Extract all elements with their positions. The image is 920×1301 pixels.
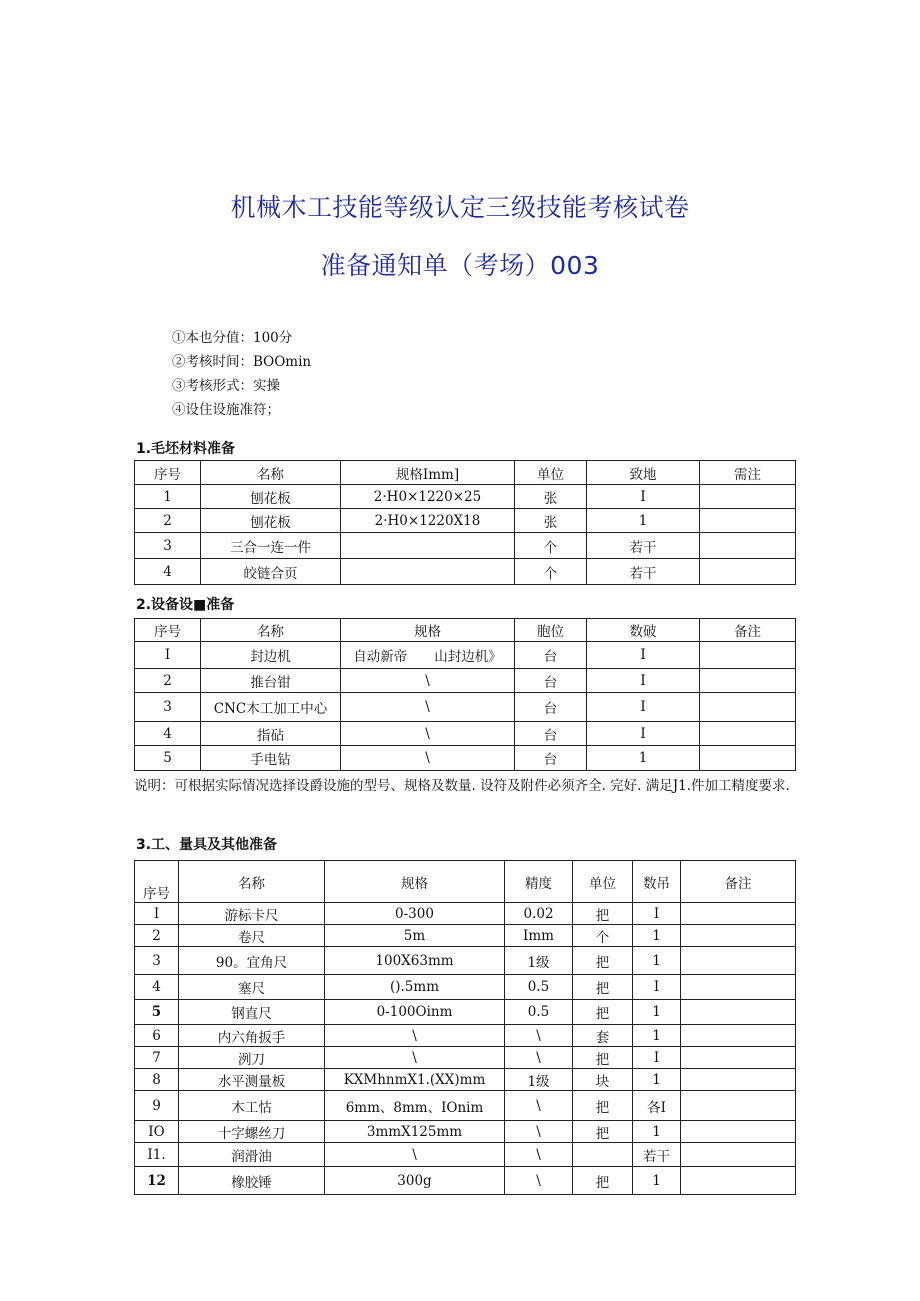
table-cell	[681, 1121, 796, 1143]
table-cell: 0-100Oinm	[325, 1000, 505, 1025]
table-cell: 2	[135, 509, 201, 533]
header-cell: 序号	[135, 619, 201, 642]
header-cell: 序号	[135, 461, 201, 485]
table-cell: 润滑油	[179, 1143, 325, 1167]
table-cell: 9	[135, 1091, 179, 1121]
table-cell: 十字螺丝刀	[179, 1121, 325, 1143]
table-row	[135, 975, 796, 1000]
table-cell: 游标卡尺	[179, 903, 325, 925]
table-cell	[700, 669, 796, 693]
table-cell: 推台钳	[201, 669, 341, 693]
table-row	[135, 669, 796, 693]
equipment-table	[134, 618, 796, 771]
table-cell: 水平测量板	[179, 1069, 325, 1091]
table-cell	[681, 903, 796, 925]
table-cell: 7	[135, 1047, 179, 1069]
table-cell: \	[505, 1167, 573, 1195]
table-cell: \	[505, 1091, 573, 1121]
table-cell: \	[325, 1143, 505, 1167]
table-cell: Imm	[505, 925, 573, 947]
table-row	[135, 903, 796, 925]
table-cell	[700, 693, 796, 722]
table-cell: 个	[515, 559, 587, 585]
table-cell: 1	[633, 925, 681, 947]
table-cell: 内六角扳手	[179, 1025, 325, 1047]
table-cell: I	[587, 693, 700, 722]
table-cell: 300g	[325, 1167, 505, 1195]
table-cell: I	[135, 642, 201, 669]
table-cell: 把	[573, 1047, 633, 1069]
table-cell: CNC木工加工中心	[201, 693, 341, 722]
table-cell: 1	[633, 1000, 681, 1025]
header-cell: 致地	[587, 461, 700, 485]
table-cell: 台	[515, 669, 587, 693]
header-cell: 序号	[135, 861, 179, 903]
table-cell: 0-300	[325, 903, 505, 925]
table-cell: 若干	[587, 533, 700, 559]
table-cell: 把	[573, 1000, 633, 1025]
table-row	[135, 559, 796, 585]
table-cell: I	[587, 722, 700, 746]
info-time: ②考核时间：BOOmin	[172, 354, 312, 370]
table-cell: 皎链合页	[201, 559, 341, 585]
header-cell: 名称	[179, 861, 325, 903]
table-cell: 8	[135, 1069, 179, 1091]
table-cell: 1	[135, 485, 201, 509]
table-cell: 把	[573, 903, 633, 925]
table-row	[135, 533, 796, 559]
table-cell	[681, 925, 796, 947]
table-cell: 3	[135, 693, 201, 722]
table-cell: 1	[633, 947, 681, 975]
table-cell: 张	[515, 509, 587, 533]
header-cell: 名称	[201, 461, 341, 485]
table-cell: 若干	[633, 1143, 681, 1167]
table-cell: 封边机	[201, 642, 341, 669]
table-cell: 三合一连一件	[201, 533, 341, 559]
table-cell	[681, 947, 796, 975]
header-cell: 数吊	[633, 861, 681, 903]
table-row	[135, 1091, 796, 1121]
section-3-heading: 3.工、量具及其他准备	[136, 837, 278, 853]
header-cell: 规格	[325, 861, 505, 903]
table-cell: 100X63mm	[325, 947, 505, 975]
table-cell: 个	[573, 925, 633, 947]
table-cell: 1	[633, 1025, 681, 1047]
table-cell: 5	[135, 1000, 179, 1025]
table-row	[135, 1167, 796, 1195]
table-cell: 4	[135, 559, 201, 585]
table-cell: \	[505, 1143, 573, 1167]
table-cell: 12	[135, 1167, 179, 1195]
table-cell	[700, 722, 796, 746]
table-cell: I	[587, 485, 700, 509]
table-row	[135, 1047, 796, 1069]
table-cell	[681, 1000, 796, 1025]
table-row	[135, 1069, 796, 1091]
table-cell: 0.5	[505, 1000, 573, 1025]
table-cell	[681, 1069, 796, 1091]
table-cell: 刨花板	[201, 485, 341, 509]
table-cell: \	[325, 1025, 505, 1047]
table-cell	[681, 1025, 796, 1047]
table-cell: 指砧	[201, 722, 341, 746]
table-cell: 台	[515, 642, 587, 669]
table-cell: 1	[633, 1121, 681, 1143]
table-cell	[681, 1167, 796, 1195]
table-cell	[700, 533, 796, 559]
table-cell: \	[505, 1025, 573, 1047]
table-cell: 把	[573, 947, 633, 975]
info-score: ①本也分值：100分	[172, 330, 293, 346]
table-cell: 把	[573, 1091, 633, 1121]
table-cell: 2	[135, 925, 179, 947]
exam-info	[172, 326, 311, 422]
table-cell: 若干	[587, 559, 700, 585]
table-cell: 刨花板	[201, 509, 341, 533]
materials-table	[134, 460, 796, 585]
table-cell: 张	[515, 485, 587, 509]
table-cell: 4	[135, 722, 201, 746]
table-row	[135, 693, 796, 722]
header-cell: 备注	[700, 619, 796, 642]
document-title: 机械木工技能等级认定三级技能考核试卷	[230, 193, 690, 222]
table-cell: 2·H0×1220X18	[341, 509, 515, 533]
table-cell: 90。宜角尺	[179, 947, 325, 975]
table-row	[135, 509, 796, 533]
table-cell	[700, 485, 796, 509]
header-cell: 精度	[505, 861, 573, 903]
table-cell: 3	[135, 947, 179, 975]
section-1-heading: 1.毛坯材料准备	[136, 441, 236, 457]
table-cell: 木工怙	[179, 1091, 325, 1121]
table-cell: I	[135, 903, 179, 925]
table-cell: \	[341, 669, 515, 693]
table-cell	[681, 1091, 796, 1121]
table-cell	[681, 975, 796, 1000]
table-cell	[700, 746, 796, 771]
table-cell	[681, 1047, 796, 1069]
table-cell: 4	[135, 975, 179, 1000]
table-cell: I	[633, 1047, 681, 1069]
header-cell: 单位	[515, 461, 587, 485]
header-cell: 名称	[201, 619, 341, 642]
table-header-row	[135, 861, 796, 903]
table-row	[135, 1121, 796, 1143]
table-cell: 1	[587, 509, 700, 533]
table-cell: \	[341, 722, 515, 746]
table-cell	[573, 1143, 633, 1167]
table-cell: 块	[573, 1069, 633, 1091]
table-cell: 1	[587, 746, 700, 771]
info-form: ③考核形式：实操	[172, 378, 280, 394]
header-cell: 规格	[341, 619, 515, 642]
table-row	[135, 642, 796, 669]
table-cell: IO	[135, 1121, 179, 1143]
table-cell: 6mm、8mm、IOnim	[325, 1091, 505, 1121]
table-cell: 0.5	[505, 975, 573, 1000]
table-cell: ().5mm	[325, 975, 505, 1000]
table-cell: 手电钻	[201, 746, 341, 771]
table-cell: 把	[573, 1121, 633, 1143]
table-cell: 1	[633, 1069, 681, 1091]
table-cell: 1级	[505, 947, 573, 975]
header-cell: 单位	[573, 861, 633, 903]
table-cell: 个	[515, 533, 587, 559]
table-cell	[341, 533, 515, 559]
table-cell: 3mmX125mm	[325, 1121, 505, 1143]
table-cell: \	[341, 746, 515, 771]
table-cell: 塞尺	[179, 975, 325, 1000]
table-header-row	[135, 619, 796, 642]
table-cell: 台	[515, 693, 587, 722]
header-cell: 需注	[700, 461, 796, 485]
table-cell: 3	[135, 533, 201, 559]
table-cell: 台	[515, 746, 587, 771]
table-row	[135, 1000, 796, 1025]
section-2-heading: 2.设备设■准备	[136, 597, 235, 613]
table-cell: 2	[135, 669, 201, 693]
header-cell: 数破	[587, 619, 700, 642]
header-cell: 备注	[681, 861, 796, 903]
equipment-note: 说明：可根据实际情况选择设爵设施的型号、规格及数量. 设符及附件必须齐全. 完好. 满足J1.件加工精度要求.	[134, 778, 790, 794]
table-row	[135, 947, 796, 975]
table-row	[135, 746, 796, 771]
table-cell: I	[587, 642, 700, 669]
table-row	[135, 925, 796, 947]
table-cell: 1级	[505, 1069, 573, 1091]
table-cell: 把	[573, 1167, 633, 1195]
table-row	[135, 1143, 796, 1167]
table-cell: I	[587, 669, 700, 693]
table-cell: 台	[515, 722, 587, 746]
table-cell: 自动新帝 山封边机》	[341, 642, 515, 669]
table-cell	[681, 1143, 796, 1167]
table-row	[135, 1025, 796, 1047]
tools-table	[134, 860, 796, 1195]
table-cell: 卷尺	[179, 925, 325, 947]
table-cell: \	[325, 1047, 505, 1069]
table-cell: 洌刀	[179, 1047, 325, 1069]
table-cell: \	[505, 1121, 573, 1143]
table-cell: \	[505, 1047, 573, 1069]
table-cell: KXMhnmX1.(XX)mm	[325, 1069, 505, 1091]
table-cell: 2·H0×1220×25	[341, 485, 515, 509]
table-cell: 套	[573, 1025, 633, 1047]
table-cell: I	[633, 903, 681, 925]
table-cell: I1.	[135, 1143, 179, 1167]
table-cell: 5	[135, 746, 201, 771]
info-equipment: ④设住设施准符；	[172, 402, 280, 418]
table-row	[135, 722, 796, 746]
table-cell: 橡胶锤	[179, 1167, 325, 1195]
table-cell	[700, 559, 796, 585]
table-cell	[341, 559, 515, 585]
header-cell: 规格Imm]	[341, 461, 515, 485]
header-cell: 胞位	[515, 619, 587, 642]
table-cell: 各I	[633, 1091, 681, 1121]
table-cell: 5m	[325, 925, 505, 947]
table-cell	[700, 509, 796, 533]
table-header-row	[135, 461, 796, 485]
table-cell: I	[633, 975, 681, 1000]
table-cell: 钢直尺	[179, 1000, 325, 1025]
table-row	[135, 485, 796, 509]
table-cell: 0.02	[505, 903, 573, 925]
table-cell	[700, 642, 796, 669]
document-subtitle: 准备通知单（考场）003	[320, 251, 600, 280]
table-cell: 6	[135, 1025, 179, 1047]
table-cell: \	[341, 693, 515, 722]
table-cell: 把	[573, 975, 633, 1000]
table-cell: 1	[633, 1167, 681, 1195]
